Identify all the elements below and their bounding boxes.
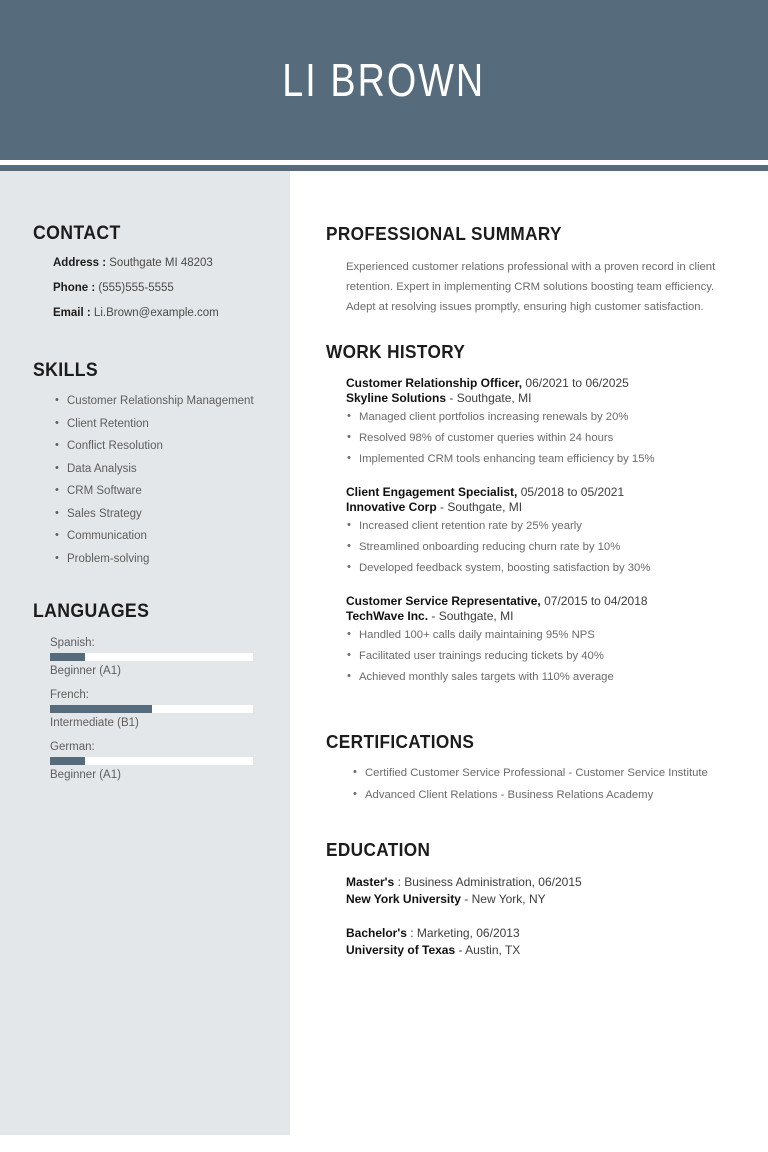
- language-name: French:: [50, 689, 89, 701]
- skill-item: • CRM Software: [55, 485, 264, 497]
- section-title-education: EDUCATION: [326, 839, 431, 860]
- job-bullet: • Managed client portfolios increasing renewals by 20%: [346, 411, 738, 423]
- main-spacer-certifications: [326, 703, 738, 731]
- job-company: TechWave Inc.: [346, 609, 429, 623]
- education-degree-line: [346, 925, 738, 942]
- job-bullet: • Implemented CRM tools enhancing team efficiency by 15%: [346, 453, 738, 465]
- job-role: Customer Relationship Officer,: [346, 376, 523, 390]
- skills-list: [33, 395, 264, 565]
- job-company: Innovative Corp: [346, 500, 437, 514]
- education-location: - Austin, TX: [458, 943, 521, 957]
- skill-item: • Customer Relationship Management: [55, 395, 264, 407]
- languages-list: [33, 637, 264, 781]
- language-level: Beginner (A1): [50, 665, 121, 677]
- language-level: Beginner (A1): [50, 769, 121, 781]
- education-degree: Bachelor's: [346, 926, 407, 940]
- job-location: - Southgate, MI: [449, 391, 532, 405]
- section-title-contact: CONTACT: [33, 223, 121, 244]
- certifications-list: [326, 767, 738, 801]
- contact-list: [33, 257, 264, 319]
- main-spacer-education: [326, 811, 738, 839]
- education-entry: [346, 874, 738, 908]
- education-degree-line: [346, 874, 738, 891]
- education-field: : Business Administration, 06/2015: [397, 875, 582, 889]
- section-title-certifications: CERTIFICATIONS: [326, 731, 475, 752]
- job-bullet: • Achieved monthly sales targets with 110% average: [346, 671, 738, 683]
- skill-item: • Client Retention: [55, 418, 264, 430]
- section-title-languages: LANGUAGES: [33, 601, 150, 622]
- language-proficiency-fill: [50, 757, 85, 765]
- contact-label-email: Email :: [53, 307, 91, 319]
- education-school-line: [346, 891, 738, 908]
- skill-item: • Problem-solving: [55, 553, 264, 565]
- education-degree: Master's: [346, 875, 395, 889]
- job-dates: 05/2018 to 05/2021: [520, 485, 625, 499]
- job-bullet: • Resolved 98% of customer queries within 24 hours: [346, 432, 738, 444]
- job-company-line: [346, 609, 738, 623]
- job-dates: 06/2021 to 06/2025: [525, 376, 629, 390]
- resume-header: [0, 0, 768, 160]
- education-school: New York University: [346, 892, 461, 906]
- job-bullet: • Handled 100+ calls daily maintaining 95% NPS: [346, 629, 738, 641]
- section-title-work-history: WORK HISTORY: [326, 341, 466, 362]
- contact-value-email: Li.Brown@example.com: [93, 307, 219, 319]
- job-bullet: • Developed feedback system, boosting satisfaction by 30%: [346, 562, 738, 574]
- contact-value-phone: (555)555-5555: [98, 282, 174, 294]
- job-entry: [346, 594, 738, 683]
- language-proficiency-track: [50, 757, 253, 765]
- language-proficiency-track: [50, 705, 253, 713]
- work-history-list: [326, 376, 738, 683]
- section-title-skills: SKILLS: [33, 360, 99, 381]
- contact-value-address: Southgate MI 48203: [109, 257, 213, 269]
- job-entry: [346, 485, 738, 574]
- sidebar: [0, 171, 290, 1135]
- education-field: : Marketing, 06/2013: [410, 926, 520, 940]
- main-spacer-work-history: [326, 317, 738, 341]
- language-proficiency-fill: [50, 705, 152, 713]
- job-role-line: [346, 376, 738, 390]
- language-item-french: [50, 689, 264, 729]
- sidebar-spacer-languages: [33, 575, 264, 601]
- language-proficiency-fill: [50, 653, 85, 661]
- job-role-line: [346, 485, 738, 499]
- language-level: Intermediate (B1): [50, 717, 139, 729]
- contact-label-phone: Phone :: [53, 282, 96, 294]
- main-content: [290, 171, 768, 1152]
- job-company: Skyline Solutions: [346, 391, 447, 405]
- job-role: Client Engagement Specialist,: [346, 485, 518, 499]
- contact-row-address: [53, 257, 264, 269]
- candidate-name: LI BROWN: [282, 54, 486, 106]
- job-entry: [346, 376, 738, 465]
- job-location: - Southgate, MI: [431, 609, 514, 623]
- education-list: [326, 874, 738, 959]
- certification-item: • Certified Customer Service Professional - Customer Service Institute: [352, 767, 738, 779]
- language-proficiency-track: [50, 653, 253, 661]
- skill-item: • Data Analysis: [55, 463, 264, 475]
- sidebar-spacer-skills: [33, 332, 264, 360]
- skill-item: • Communication: [55, 530, 264, 542]
- professional-summary-text: Experienced customer relations professional with a proven record in client retention. Expert in implementing CRM solutions boosting team efficiency. Adept at resolving issues promptly, ensuring high customer satisfaction.: [346, 261, 716, 313]
- language-name: German:: [50, 741, 95, 753]
- job-company-line: [346, 391, 738, 405]
- contact-row-phone: [53, 282, 264, 294]
- job-role: Customer Service Representative,: [346, 594, 541, 608]
- education-entry: [346, 925, 738, 959]
- education-school-line: [346, 942, 738, 959]
- section-title-professional-summary: PROFESSIONAL SUMMARY: [326, 223, 562, 244]
- job-bullet: • Facilitated user trainings reducing tickets by 40%: [346, 650, 738, 662]
- language-item-german: [50, 741, 264, 781]
- contact-row-email: [53, 307, 264, 319]
- certification-item: • Advanced Client Relations - Business Relations Academy: [352, 789, 738, 801]
- job-bullet: • Streamlined onboarding reducing churn rate by 10%: [346, 541, 738, 553]
- skill-item: • Sales Strategy: [55, 508, 264, 520]
- skill-item: • Conflict Resolution: [55, 440, 264, 452]
- language-item-spanish: [50, 637, 264, 677]
- job-role-line: [346, 594, 738, 608]
- job-location: - Southgate, MI: [440, 500, 523, 514]
- education-location: - New York, NY: [464, 892, 546, 906]
- education-school: University of Texas: [346, 943, 456, 957]
- job-bullet: • Increased client retention rate by 25% yearly: [346, 520, 738, 532]
- job-company-line: [346, 500, 738, 514]
- contact-label-address: Address :: [53, 257, 107, 269]
- job-dates: 07/2015 to 04/2018: [544, 594, 648, 608]
- language-name: Spanish:: [50, 637, 95, 649]
